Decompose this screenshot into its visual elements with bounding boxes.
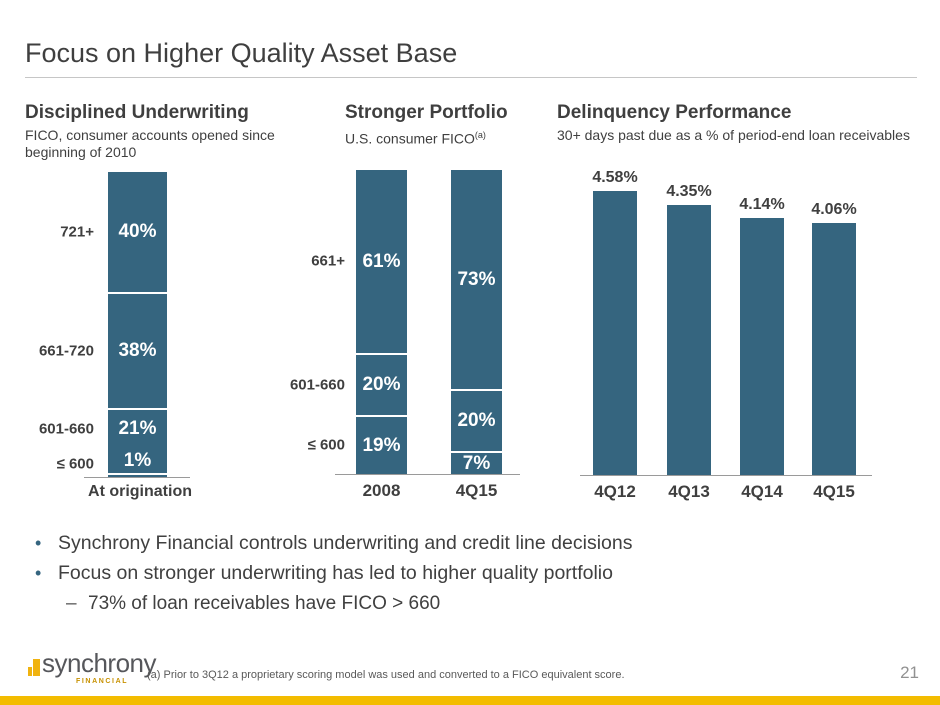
category-label: 4Q13: [668, 482, 710, 501]
bar-value-label: 4.14%: [739, 196, 785, 213]
row-label: 661+: [311, 252, 345, 270]
bullet-list: [30, 531, 810, 621]
bullet-text: Synchrony Financial controls underwriting and credit line decisions: [58, 532, 633, 554]
segment-value-label: 7%: [462, 452, 491, 474]
x-axis-line: [580, 475, 872, 476]
row-label: 661-720: [38, 342, 94, 360]
category-label: 4Q14: [741, 482, 783, 501]
segment-value-label: 19%: [362, 434, 401, 456]
category-label: 2008: [362, 481, 401, 500]
footnote-marker: (a): [474, 130, 486, 140]
bullet-text: Focus on stronger underwriting has led to higher quality portfolio: [58, 562, 613, 584]
bullet-item: [30, 561, 810, 586]
bullet-text: 73% of loan receivables have FICO > 660: [88, 593, 441, 614]
segment-value-label: 73%: [457, 268, 496, 290]
section-title: Delinquency Performance: [557, 102, 792, 123]
bottom-accent-bar: [0, 696, 940, 705]
delinquency-bar: [812, 223, 856, 475]
section-title: Disciplined Underwriting: [25, 102, 249, 123]
row-label: ≤ 600: [307, 436, 345, 454]
footnote: (a) Prior to 3Q12 a proprietary scoring model was used and converted to a FICO equivalent score.: [147, 669, 625, 681]
logo-bars-icon: [28, 667, 32, 676]
row-label: 601-660: [289, 376, 345, 394]
bullet-glyph: •: [35, 563, 42, 583]
logo-subtext: FINANCIAL: [76, 678, 129, 685]
bar-value-label: 4.58%: [592, 169, 638, 186]
segment-value-label: 40%: [118, 221, 157, 242]
sub-bullet-glyph: –: [66, 593, 77, 614]
segment-value-label: 38%: [118, 340, 157, 361]
category-label: 4Q15: [813, 482, 855, 501]
section-subtitle: 30+ days past due as a % of period-end loan receivables: [557, 127, 910, 143]
section-subtitle: U.S. consumer FICO$^{(a)}$: [345, 130, 486, 147]
bar-value-label: 4.06%: [811, 201, 857, 218]
x-axis-line: [335, 474, 520, 475]
row-label: 601-660: [38, 420, 94, 438]
section-subtitle: FICO, consumer accounts opened since beginning of 2010: [25, 127, 275, 160]
bar-value-label: 4.35%: [666, 183, 712, 200]
sub-bullet-item: [66, 591, 810, 616]
segment-value-label: 21%: [118, 418, 157, 439]
segment-value-label: 61%: [362, 250, 401, 272]
segment-value-label: 20%: [362, 374, 401, 395]
category-label: 4Q15: [455, 481, 498, 500]
row-label: ≤ 600: [56, 455, 94, 473]
delinquency-bar: [667, 205, 711, 475]
delinquency-bar: [593, 191, 637, 475]
bullet-item: [30, 531, 810, 556]
logo-wordmark: synchrony: [42, 648, 156, 678]
segment-value-label: 20%: [457, 410, 496, 431]
row-label: 721+: [60, 223, 94, 241]
section-title: Stronger Portfolio: [345, 102, 508, 123]
page-title: Focus on Higher Quality Asset Base: [25, 38, 458, 68]
synchrony-logo: [28, 650, 158, 692]
page-number: 21: [900, 663, 919, 682]
delinquency-bar: [740, 218, 784, 475]
x-axis-line: [84, 477, 190, 478]
x-axis-title: At origination: [88, 483, 192, 500]
segment-value-label: 1%: [123, 450, 152, 471]
bullet-glyph: •: [35, 533, 42, 553]
category-label: 4Q12: [594, 482, 636, 501]
logo-bars-icon: [33, 659, 40, 676]
